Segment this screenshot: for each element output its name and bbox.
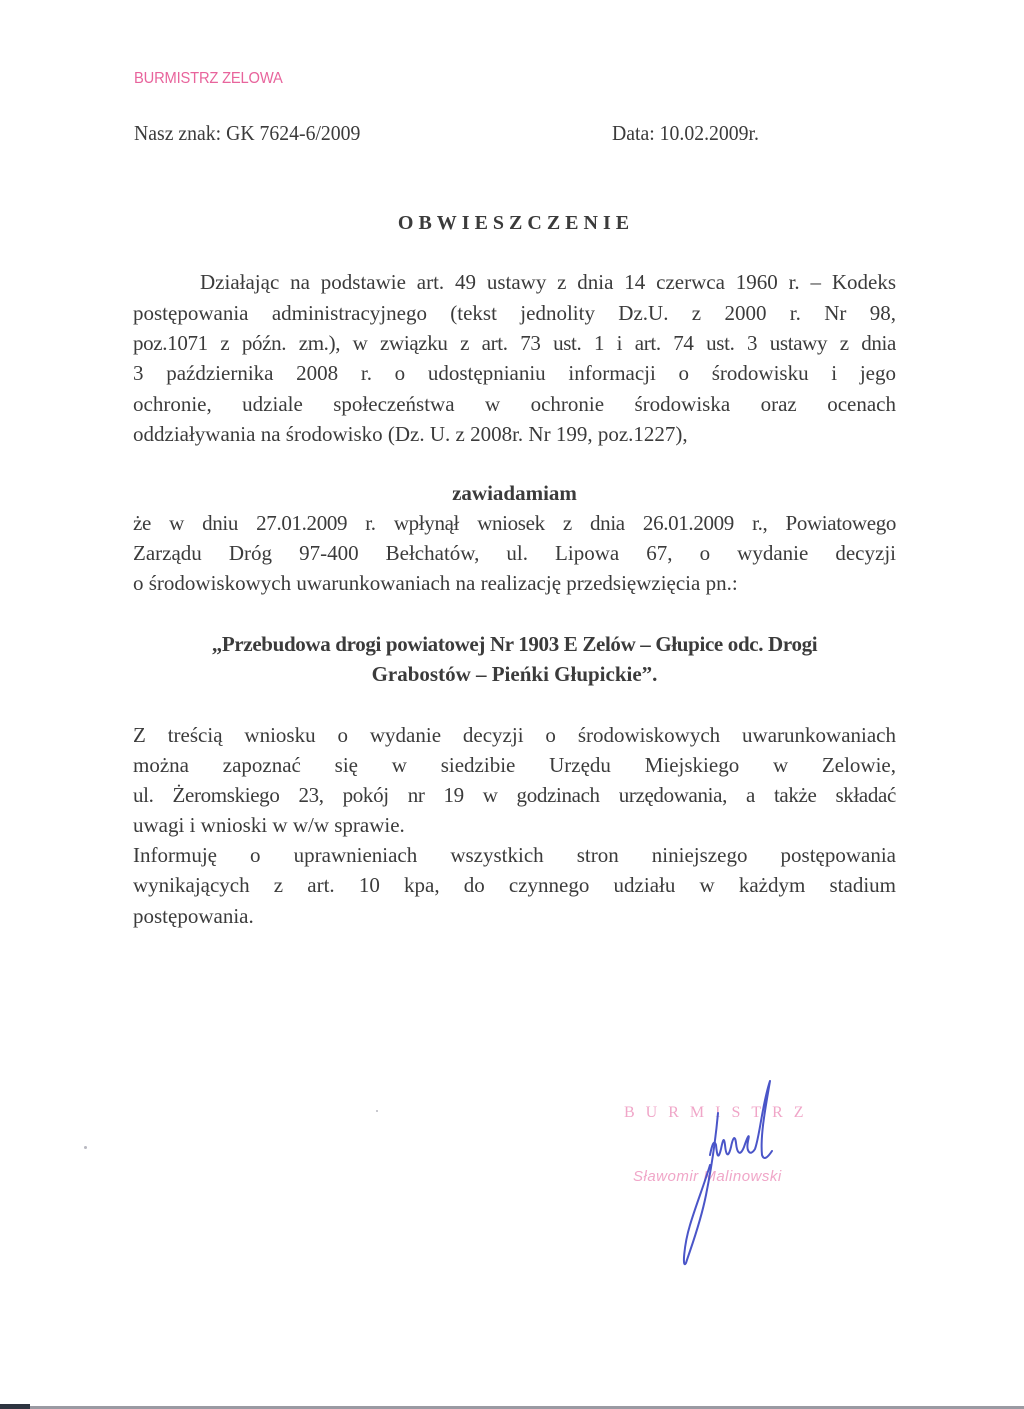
text-line: Informuję o uprawnieniach wszystkich stron niniejszego postępowania (133, 843, 896, 867)
handwritten-signature (660, 1075, 780, 1275)
text-line: uwagi i wnioski w w/w sprawie. (133, 813, 405, 837)
text-line: Zarządu Dróg 97-400 Bełchatów, ul. Lipowa 67, o wydanie decyzji (133, 541, 896, 565)
text-line: ochronie, udziale społeczeństwa w ochronie środowiska oraz ocenach (133, 392, 896, 416)
text-line: oddziaływania na środowisko (Dz. U. z 2008r. Nr 199, poz.1227), (133, 422, 688, 446)
scan-edge-corner (0, 1404, 30, 1409)
text-line: poz.1071 z późn. zm.), w związku z art. 73 ust. 1 i art. 74 ust. 3 ustawy z dnia (133, 331, 896, 355)
text-line: Działając na podstawie art. 49 ustawy z dnia 14 czerwca 1960 r. – Kodeks (200, 270, 896, 294)
text-line: 3 października 2008 r. o udostępnianiu informacji o środowisku i jego (133, 361, 896, 385)
notice-word: zawiadamiam (452, 481, 577, 505)
text-line: postępowania administracyjnego (tekst jednolity Dz.U. z 2000 r. Nr 98, (133, 301, 896, 325)
project-title-line: „Przebudowa drogi powiatowej Nr 1903 E Zelów – Głupice odc. Drogi (211, 632, 818, 656)
text-line: wynikających z art. 10 kpa, do czynnego udziału w każdym stadium (133, 873, 896, 897)
text-line: można zapoznać się w siedzibie Urzędu Miejskiego w Zelowie, (133, 753, 896, 777)
signature-stamp-title: BURMISTRZ (624, 1104, 815, 1121)
scan-speck (376, 1110, 378, 1112)
document-date: Data: 10.02.2009r. (612, 121, 759, 145)
text-line: postępowania. (133, 904, 254, 928)
document-title: OBWIESZCZENIE (397, 212, 635, 234)
project-title-line: Grabostów – Pieńki Głupickie”. (371, 662, 658, 686)
text-line: że w dniu 27.01.2009 r. wpłynął wniosek z dnia 26.01.2009 r., Powiatowego (133, 511, 896, 535)
scan-speck (84, 1146, 87, 1149)
text-line: Z treścią wniosku o wydanie decyzji o środowiskowych uwarunkowaniach (133, 723, 896, 747)
office-stamp: BURMISTRZ ZELOWA (134, 70, 283, 87)
reference-number: Nasz znak: GK 7624-6/2009 (134, 121, 361, 145)
text-line: ul. Żeromskiego 23, pokój nr 19 w godzinach urzędowania, a także składać (133, 783, 896, 807)
signature-stamp-name: Sławomir Malinowski (633, 1168, 782, 1185)
text-line: o środowiskowych uwarunkowaniach na realizację przedsięwzięcia pn.: (133, 571, 738, 595)
